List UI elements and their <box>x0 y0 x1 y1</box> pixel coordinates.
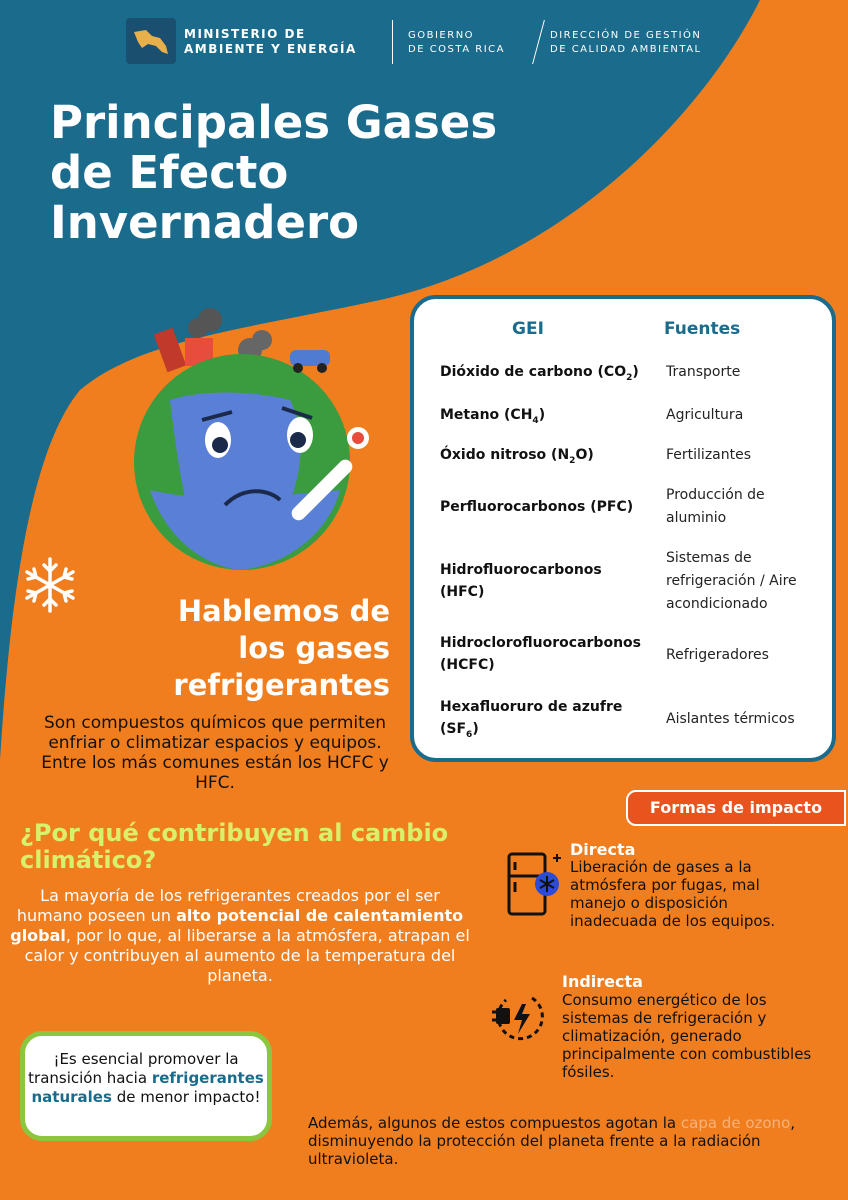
ministry-line1: MINISTERIO DE <box>184 27 306 41</box>
costa-rica-map-icon <box>126 18 176 64</box>
ghg-table-card <box>410 295 836 762</box>
natural-refrigerants-callout: ¡Es esencial promover la transición hacia refrigerantes naturales de menor impacto! <box>20 1031 272 1141</box>
sad-earth-illustration <box>110 280 390 580</box>
gas-source: Fertilizantes <box>666 447 752 463</box>
government-name <box>408 29 505 57</box>
title-line2: de Efecto <box>50 146 289 199</box>
power-plug-icon <box>492 990 554 1044</box>
dir-line2: DE CALIDAD AMBIENTAL <box>550 44 702 55</box>
gov-line1: GOBIERNO <box>408 30 475 41</box>
gas-name: Hidroclorofluorocarbonos (HCFC) <box>440 635 641 673</box>
gas-source: Refrigeradores <box>666 647 769 663</box>
promo-highlight: refrigerantes naturales <box>31 1069 264 1106</box>
direct-impact-title: Directa <box>570 840 636 859</box>
why-description: La mayoría de los refrigerantes creados por el ser humano poseen un alto potencial de calentamiento global, por lo que, al liberarse a la atmósfera, atrapan el calor y contribuyen al aumento de la temperatura del planeta. <box>10 886 470 985</box>
impact-forms-badge: Formas de impacto <box>626 790 846 826</box>
refrigerants-description: Son compuestos químicos que permiten enfriar o climatizar espacios y equipos. Entre los más comunes están los HCFC y HFC. <box>41 713 389 793</box>
page-title <box>50 98 650 248</box>
ozone-highlight: capa de ozono <box>680 1114 791 1132</box>
why-highlight: alto potencial de calentamiento global <box>10 906 464 945</box>
title-line3: Invernadero <box>50 196 360 249</box>
ministry-name <box>184 27 357 57</box>
indirect-impact-body: Consumo energético de los sistemas de refrigeración y climatización, generado principalmente con combustibles fósiles. <box>562 991 812 1081</box>
dir-line1: DIRECCIÓN DE GESTIÓN <box>550 30 702 41</box>
direct-impact-body: Liberación de gases a la atmósfera por fugas, mal manejo o disposición inadecuada de los equipos. <box>570 858 776 930</box>
costa-rica-logo <box>126 18 176 64</box>
gas-name: Dióxido de carbono $(CO_2)$ <box>440 364 639 383</box>
ozone-note: Además, algunos de estos compuestos agotan la capa de ozono, disminuyendo la protección del planeta frente a la radiación ultravioleta. <box>308 1114 796 1168</box>
header-divider <box>392 20 393 64</box>
column-header-sources: Fuentes <box>664 319 741 339</box>
gas-source: Sistemas de refrigeración / Aire acondicionado <box>666 550 797 612</box>
directorate-name <box>550 29 702 57</box>
column-header-gas: GEI <box>512 319 544 339</box>
refrigerants-heading-line2: los gases <box>238 631 390 665</box>
indirect-impact-title: Indirecta <box>562 972 643 991</box>
gas-name: Perfluorocarbonos (PFC) <box>440 499 634 515</box>
refrigerants-heading-line1: Hablemos de <box>177 594 390 628</box>
ministry-line2: AMBIENTE Y ENERGÍA <box>184 42 357 56</box>
gas-name: Hidrofluorocarbonos (HFC) <box>440 562 602 600</box>
gas-source: Transporte <box>666 364 741 380</box>
gas-name: Hexafluoruro de azufre $(SF_6)$ <box>440 699 623 740</box>
gas-name: Metano $(CH_4)$ <box>440 407 546 426</box>
gas-source: Producción de aluminio <box>666 487 765 526</box>
gov-line2: DE COSTA RICA <box>408 44 505 55</box>
refrigerants-heading <box>60 593 390 704</box>
gas-name: Óxido nitroso $(N_2O)$ <box>440 447 594 466</box>
refrigerants-heading-line3: refrigerantes <box>173 668 390 702</box>
gas-source: Aislantes térmicos <box>666 711 795 727</box>
title-line1: Principales Gases <box>50 96 498 149</box>
fridge-icon <box>505 850 563 920</box>
why-heading: ¿Por qué contribuyen al cambio climático? <box>20 819 449 874</box>
gas-source: Agricultura <box>666 407 744 423</box>
